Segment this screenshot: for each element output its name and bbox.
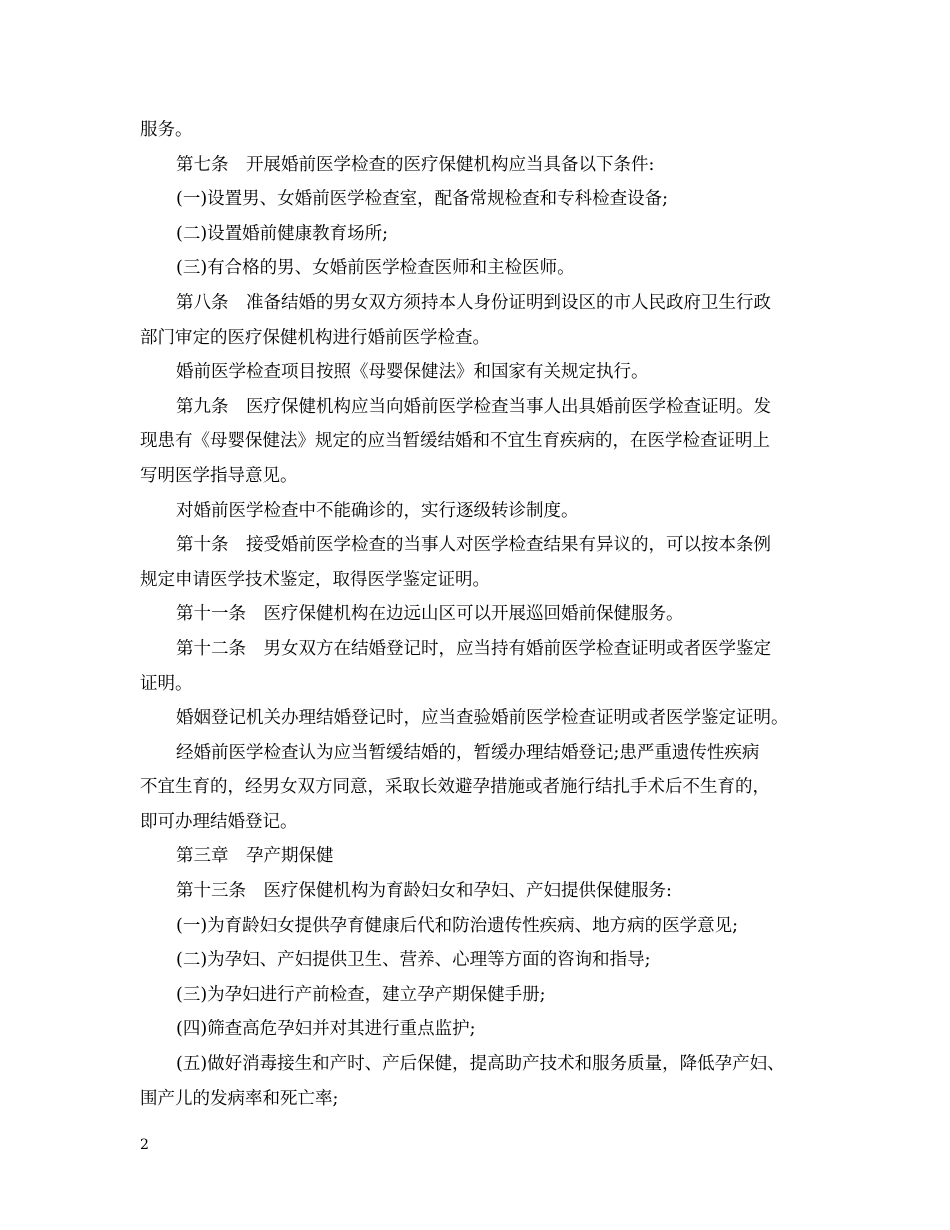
text-line: (二)设置婚前健康教育场所; xyxy=(176,223,389,244)
text-line: 婚姻登记机关办理结婚登记时，应当查验婚前医学检查证明或者医学鉴定证明。 xyxy=(176,708,789,729)
text-line: 服务。 xyxy=(140,120,193,140)
text-line: (五)做好消毒接生和产时、产后保健，提高助产技术和服务质量，降低孕产妇、 xyxy=(176,1054,785,1075)
text-line: (三)为孕妇进行产前检查，建立孕产期保健手册; xyxy=(176,984,546,1005)
text-line: 对婚前医学检查中不能确诊的，实行逐级转诊制度。 xyxy=(176,500,579,521)
text-line: (四)筛查高危孕妇并对其进行重点监护; xyxy=(176,1019,476,1040)
text-line: (一)设置男、女婚前医学检查室，配备常规检查和专科检查设备; xyxy=(176,189,669,210)
text-line: (二)为孕妇、产妇提供卫生、营养、心理等方面的咨询和指导; xyxy=(176,950,651,971)
text-line: 即可办理结婚登记。 xyxy=(140,811,298,832)
text-line: 第十一条 医疗保健机构在边远山区可以开展巡回婚前保健服务。 xyxy=(176,604,684,625)
text-line: 第七条 开展婚前医学检查的医疗保健机构应当具备以下条件: xyxy=(176,154,655,175)
text-line: 规定申请医学技术鉴定，取得医学鉴定证明。 xyxy=(140,569,490,590)
text-line: 第十条 接受婚前医学检查的当事人对医学检查结果有异议的，可以按本条例 xyxy=(176,535,771,556)
text-line: 第十三条 医疗保健机构为育龄妇女和孕妇、产妇提供保健服务: xyxy=(176,881,672,902)
text-line: 写明医学指导意见。 xyxy=(140,465,298,486)
text-line: 部门审定的医疗保健机构进行婚前医学检查。 xyxy=(140,327,490,348)
text-line: 证明。 xyxy=(140,673,193,694)
text-line: 现患有《母婴保健法》规定的应当暂缓结婚和不宜生育疾病的，在医学检查证明上 xyxy=(140,431,770,452)
text-line: (三)有合格的男、女婚前医学检查医师和主检医师。 xyxy=(176,258,575,279)
document-body xyxy=(140,113,830,1116)
page-number: 2 xyxy=(140,1137,149,1153)
text-line: 第九条 医疗保健机构应当向婚前医学检查当事人出具婚前医学检查证明。发 xyxy=(176,396,771,417)
text-line: 第十二条 男女双方在结婚登记时，应当持有婚前医学检查证明或者医学鉴定 xyxy=(176,638,771,659)
text-line: 婚前医学检查项目按照《母婴保健法》和国家有关规定执行。 xyxy=(176,362,649,383)
text-line: 经婚前医学检查认为应当暂缓结婚的，暂缓办理结婚登记;患严重遗传性疾病 xyxy=(176,742,760,763)
text-line: 第三章 孕产期保健 xyxy=(176,846,334,867)
text-line: (一)为育龄妇女提供孕育健康后代和防治遗传性疾病、地方病的医学意见; xyxy=(176,915,739,936)
text-line: 第八条 准备结婚的男女双方须持本人身份证明到设区的市人民政府卫生行政 xyxy=(176,292,771,313)
text-line: 不宜生育的，经男女双方同意，采取长效避孕措施或者施行结扎手术后不生育的， xyxy=(140,777,770,798)
text-line: 围产儿的发病率和死亡率; xyxy=(140,1088,339,1109)
